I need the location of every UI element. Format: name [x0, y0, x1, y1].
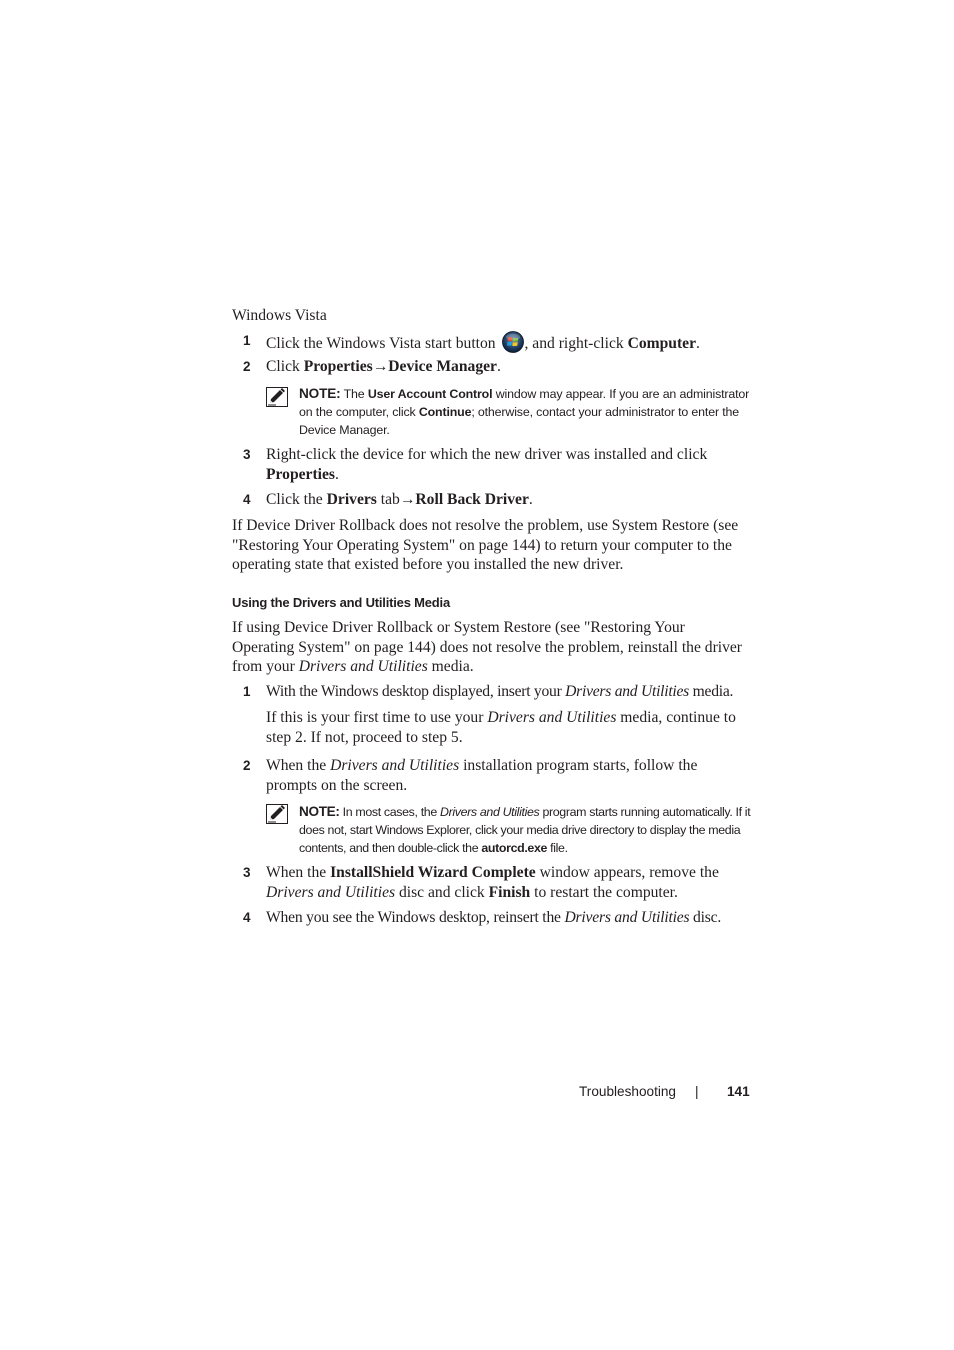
note-text: The: [340, 387, 368, 401]
step-text: When the: [266, 757, 331, 774]
media-step-1: [266, 682, 750, 702]
step-number: 2: [243, 359, 251, 374]
media-title: Drivers and Utilities: [487, 709, 617, 726]
ui-term: InstallShield Wizard Complete: [330, 864, 536, 881]
note-text: file.: [547, 840, 568, 855]
punctuation: .: [696, 335, 700, 352]
step-number: 4: [243, 910, 251, 925]
media-title: Drivers and Utilities: [564, 909, 690, 926]
step-text: installation program starts, follow the prompts on the screen.: [266, 757, 698, 794]
ui-term: Finish: [488, 883, 531, 901]
step-text: , and right-click: [524, 335, 628, 352]
step-text: With the Windows desktop displayed, insert your: [266, 683, 566, 700]
step-text: disc and click: [395, 883, 489, 901]
step-text: media, continue to step 2. If not, proceed to step 5.: [266, 709, 736, 746]
media-step-4: [266, 908, 750, 928]
step-number: 1: [243, 684, 251, 699]
step-text: Click the Windows Vista start button: [266, 335, 500, 352]
windows-start-button-icon: [502, 331, 524, 353]
vista-step-4: [266, 490, 750, 510]
punctuation: .: [528, 491, 533, 508]
step-text: When you see the Windows desktop, reinsert the: [266, 909, 565, 926]
step-text: tab: [376, 491, 400, 508]
step-text: media.: [689, 683, 734, 700]
rollback-paragraph: If Device Driver Rollback does not resolve the problem, use System Restore (see "Restoring Your Operating System" on page 144) to return your computer to the operating state that existed before you installed the new driver.: [232, 517, 739, 574]
paragraph-text: If using Device Driver Rollback or System Restore (see "Restoring Your Operating System" on page 144) does not resolve the problem, reinstall the driver from your: [232, 619, 743, 676]
step-text: to restart the computer.: [530, 883, 678, 901]
step-text: Right-click the device for which the new driver was installed and click: [266, 446, 708, 463]
note-text: window may appear. If you are an administrator on the computer, click: [299, 387, 750, 419]
file-name: autorcd.exe: [481, 840, 548, 855]
media-step-3: [266, 863, 742, 902]
ui-term: Roll Back Driver: [415, 491, 529, 508]
pencil-note-icon: [266, 804, 288, 824]
ui-term: User Account Control: [367, 387, 493, 401]
media-step-1-detail: [266, 708, 742, 747]
media-title: Drivers and Utilities: [266, 883, 396, 901]
step-text: window appears, remove the: [535, 864, 719, 881]
step-text: When the: [266, 864, 331, 881]
note-label: NOTE:: [299, 804, 340, 819]
vista-step-3: [266, 445, 750, 484]
step-number: 4: [243, 492, 251, 507]
ui-term: Drivers: [326, 491, 377, 508]
page-number: 141: [727, 1084, 750, 1099]
media-heading: Using the Drivers and Utilities Media: [232, 595, 450, 610]
step-text: disc.: [689, 909, 722, 926]
footer-separator: |: [695, 1084, 699, 1099]
note-text: In most cases, the: [339, 805, 440, 819]
ui-term: Properties: [266, 465, 335, 483]
footer-section-name: Troubleshooting: [579, 1084, 676, 1099]
media-title: Drivers and Utilities: [439, 805, 540, 819]
ui-term: Device Manager: [388, 358, 497, 375]
note-autorun: [299, 803, 754, 857]
vista-step-1: [266, 331, 750, 354]
punctuation: .: [496, 358, 501, 375]
punctuation: .: [335, 465, 339, 483]
step-text: If this is your first time to use your: [266, 709, 488, 726]
step-text: Click: [266, 358, 304, 375]
step-number: 1: [243, 333, 251, 348]
note-user-account-control: [299, 385, 754, 439]
step-number: 2: [243, 758, 251, 773]
section-title: Windows Vista: [232, 307, 327, 324]
paragraph-text: media.: [427, 658, 474, 676]
ui-term: Continue: [418, 404, 472, 419]
media-intro-paragraph: [232, 618, 746, 677]
vista-step-2: [266, 357, 750, 377]
note-text: program starts running automatically. If it does not, start Windows Explorer, click your media drive directory to display the media contents, and then double-click the: [299, 805, 751, 855]
step-number: 3: [243, 447, 251, 462]
ui-term: Computer: [627, 335, 696, 352]
ui-term: Properties: [303, 358, 373, 375]
step-text: Click the: [266, 491, 327, 508]
media-title: Drivers and Utilities: [298, 658, 428, 676]
note-text: ; otherwise, contact your administrator to enter the Device Manager.: [299, 404, 739, 437]
media-title: Drivers and Utilities: [330, 757, 460, 774]
media-step-2: [266, 756, 742, 795]
step-number: 3: [243, 865, 251, 880]
note-label: NOTE:: [299, 386, 341, 401]
media-title: Drivers and Utilities: [565, 683, 689, 700]
arrow-icon: →: [399, 491, 416, 508]
arrow-icon: →: [372, 358, 389, 375]
pencil-note-icon: [266, 387, 288, 407]
